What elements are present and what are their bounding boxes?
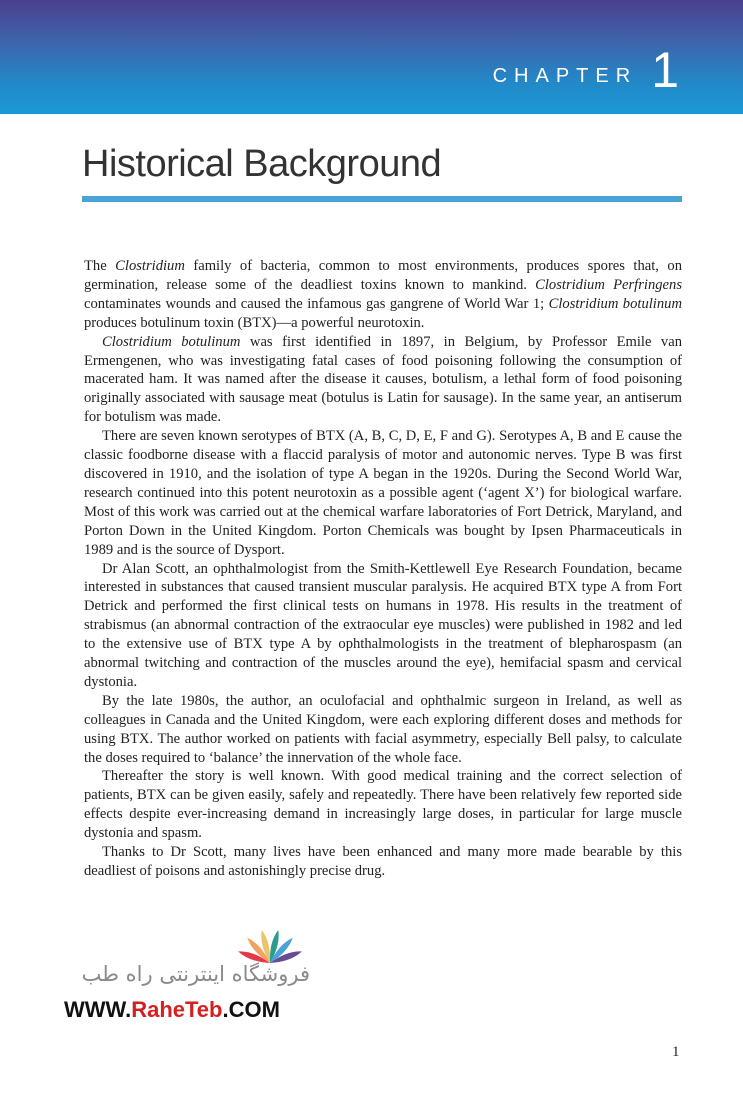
chapter-title: Historical Background: [82, 143, 442, 185]
book-fan-icon: [225, 925, 315, 965]
text-run: Thereafter the story is well known. With good medical training and the correct selection of patients, BTX can be given easily, safely and repeatedly. There have been relatively few reported side effects despite ever-increasing demand in increasingly large doses, in particular for large muscle dystonia and spasm.: [84, 768, 682, 842]
text-run: Dr Alan Scott, an ophthalmologist from the Smith-Kettlewell Eye Research Foundation, became interested in substances that caused transient muscular paralysis. He acquired BTX type A from Fort Detrick and performed the first clinical tests on humans in 1978. His results in the treatment of strabismus (an abnormal contraction of the extraocular eye muscles) were published in 1982 and led to the extensive use of BTX type A by ophthalmologists in the treatment of blepharospasm (an abnormal twitching and contraction of the muscles around the eye), hemifacial spasm and cervical dystonia.: [84, 560, 682, 690]
body-text: [84, 257, 682, 881]
chapter-number: 1: [651, 42, 679, 98]
text-run: family of bacteria, common to most environments, produces spores that, on germination, release some of the deadliest toxins known to mankind.: [84, 258, 682, 293]
text-run: contaminates wounds and caused the infamous gas gangrene of World War 1;: [84, 295, 549, 312]
title-underline-rule: [82, 196, 682, 202]
paragraph-1: [84, 257, 682, 333]
paragraph-6: [84, 767, 682, 843]
url-suffix: .COM: [222, 997, 280, 1022]
paragraph-7: [84, 843, 682, 881]
watermark-logo: [60, 925, 320, 1025]
url-accent: RaheTeb: [131, 997, 223, 1022]
italic-term: Clostridium botulinum: [102, 333, 241, 350]
url-prefix: WWW.: [64, 997, 132, 1022]
text-run: was first identified in 1897, in Belgium, by Professor Emile van Ermengenen, who was investigating fatal cases of food poisoning following the consumption of macerated ham. It was named after the disease it causes, botulism, a lethal form of food poisoning originally associated with sausage meat (botulus is Latin for sausage). In the same year, an antiserum for botulism was made.: [84, 333, 683, 426]
paragraph-2: [84, 333, 682, 428]
italic-term: Clostridium: [115, 258, 185, 274]
text-run: By the late 1980s, the author, an oculofacial and ophthalmic surgeon in Ireland, as well as colleagues in Canada and the United Kingdom, were each exploring different doses and methods for using BTX. The author worked on patients with facial asymmetry, especially Bell palsy, to calculate the doses required to ‘balance’ the innervation of the whole face.: [84, 692, 682, 766]
text-run: The: [84, 258, 116, 274]
paragraph-4: [84, 560, 682, 692]
chapter-header-band: [0, 0, 743, 114]
italic-term: Clostridium Perfringens: [535, 276, 683, 293]
page-number: 1: [672, 1044, 680, 1060]
watermark-url: [64, 997, 280, 1023]
paragraph-3: [84, 427, 682, 559]
text-run: There are seven known serotypes of BTX (A, B, C, D, E, F and G). Serotypes A, B and E cause the classic foodborne disease with a flaccid paralysis of motor and autonomic nerves. Type B was first discovered in 1910, and the isolation of type A began in the 1920s. During the Second World War, research continued into this potent neurotoxin as a possible agent (‘agent X’) for biological warfare. Most of this work was carried out at the chemical warfare laboratories of Fort Detrick, Maryland, and Porton Down in the United Kingdom. Porton Chemicals was bought by Ipsen Pharmaceuticals in 1989 and is the source of Dysport.: [84, 428, 682, 558]
text-run: Thanks to Dr Scott, many lives have been enhanced and many more made bearable by this deadliest of poisons and astonishingly precise drug.: [84, 844, 682, 879]
paragraph-5: [84, 692, 682, 768]
chapter-word: CHAPTER: [492, 65, 638, 87]
chapter-label: [492, 42, 679, 98]
watermark-persian-text: فروشگاه اینترنتی راه طب: [81, 962, 310, 986]
italic-term: Clostridium botulinum: [548, 295, 682, 312]
text-run: produces botulinum toxin (BTX)—a powerful neurotoxin.: [84, 314, 425, 331]
